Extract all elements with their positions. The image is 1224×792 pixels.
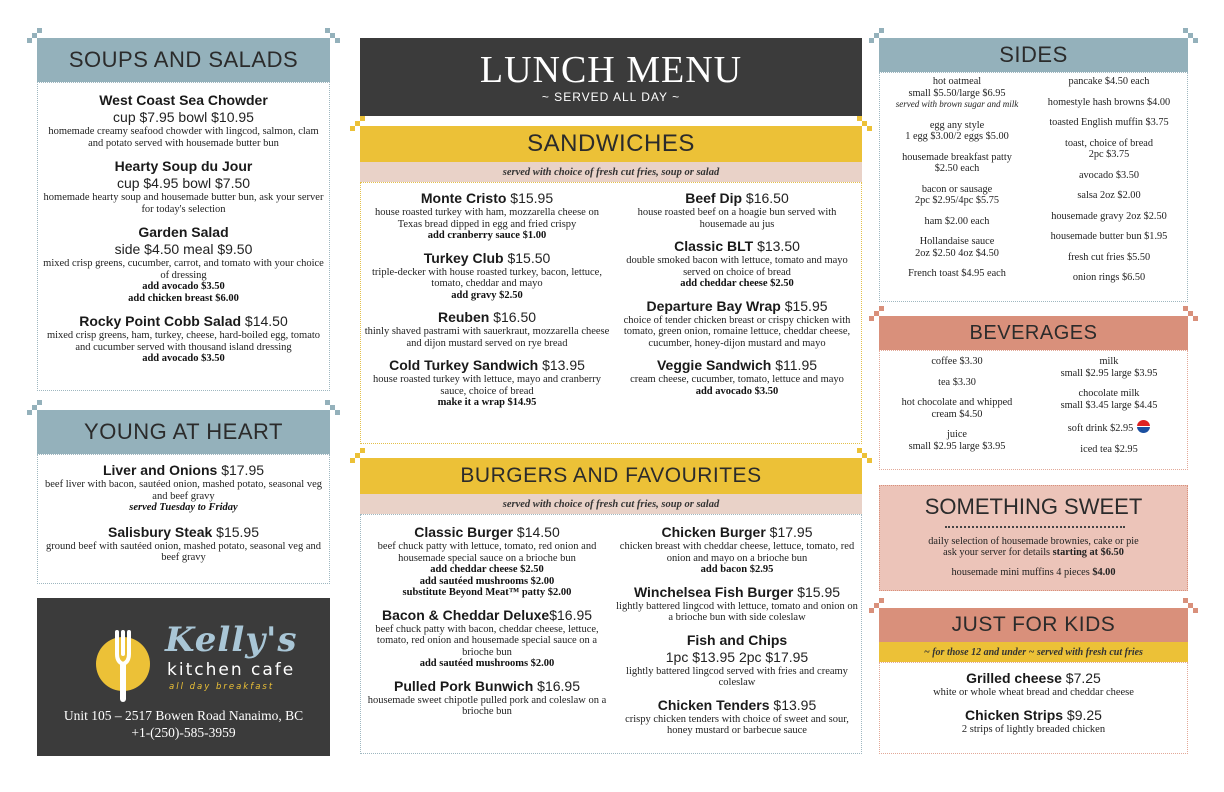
item-name: Grilled cheese (966, 670, 1062, 686)
side-item (1032, 138, 1186, 161)
item-description: cream cheese, cucumber, tomato, lettuce and mayo (630, 374, 844, 385)
item-name: Chicken Tenders (657, 696, 770, 713)
menu-item (42, 524, 325, 564)
kids-items (884, 670, 1183, 743)
item-addon: add bacon $2.95 (700, 564, 774, 575)
pixel-decoration (1183, 598, 1188, 603)
item-prices: cup $4.95 bowl $7.50 (116, 175, 251, 191)
side-item (1032, 420, 1186, 435)
item-name: Garden Salad (138, 224, 229, 240)
burgers-banner (360, 458, 862, 494)
item-addon: add sautéed mushrooms $2.00 (419, 575, 555, 587)
side-line: iced tea $2.95 (1080, 443, 1138, 455)
sides-right (1032, 76, 1186, 293)
side-line: small $5.50/large $6.95 (908, 87, 1006, 99)
item-description: lightly battered lingcod with lettuce, tomato and onion on a brioche bun with side coleslaw (616, 600, 858, 623)
item-description: ground beef with sautéed onion, mashed potato, seasonal veg and beef gravy (46, 540, 321, 563)
pixel-decoration (335, 38, 340, 43)
item-note: served Tuesday to Friday (129, 502, 238, 513)
beverages-title: BEVERAGES (969, 321, 1098, 344)
pixel-decoration (879, 598, 884, 603)
item-heading (364, 524, 610, 541)
pixel-decoration (325, 400, 330, 405)
item-name: Reuben (437, 309, 490, 325)
side-item (882, 268, 1032, 280)
item-price: $13.95 (538, 357, 585, 373)
item-name: Liver and Onions (102, 462, 218, 478)
pixel-decoration (355, 121, 360, 126)
pixel-decoration (857, 448, 862, 453)
side-item (1032, 272, 1186, 284)
pixel-decoration (32, 33, 37, 38)
item-description: house roasted turkey with ham, mozzarella cheese on Texas bread dipped in egg and fried crispy (375, 207, 599, 230)
menu-item (364, 678, 610, 718)
side-item (1032, 117, 1186, 129)
item-price: $7.25 (1061, 670, 1101, 686)
young-items (42, 462, 325, 574)
menu-item (614, 584, 860, 624)
item-heading (364, 190, 610, 207)
item-heading (884, 707, 1183, 724)
menu-item (42, 224, 325, 304)
beverages-banner (879, 316, 1188, 350)
item-heading (614, 238, 860, 255)
pixel-decoration (1183, 306, 1188, 311)
pixel-decoration (355, 453, 360, 458)
pixel-decoration (1193, 38, 1198, 43)
item-price: $13.50 (753, 238, 800, 254)
pixel-decoration (869, 316, 874, 321)
item-price: $15.50 (503, 249, 551, 266)
fork-logo-icon (93, 624, 153, 704)
item-description: double smoked bacon with lettuce, tomato and mayo served on choice of bread (626, 255, 848, 278)
pixel-decoration (350, 458, 355, 463)
item-price: $11.95 (771, 357, 818, 373)
sweet-title: SOMETHING SWEET (924, 494, 1143, 519)
sandwiches-left (364, 190, 610, 417)
item-addon: add avocado $3.50 (695, 385, 779, 397)
pixel-decoration (869, 38, 874, 43)
side-line: $2.50 each (934, 163, 980, 174)
sides-title: SIDES (999, 42, 1068, 67)
item-name: Pulled Pork Bunwich (394, 677, 534, 694)
item-description: homemade hearty soup and housemade butter bun, ask your server for today's selection (43, 192, 324, 215)
sweet-line3: housemade mini muffins 4 pieces $4.00 (951, 567, 1116, 578)
side-line: small $2.95 large $3.95 (1060, 367, 1158, 379)
sweet-line1: daily selection of housemade brownies, cake or pie (928, 536, 1139, 547)
item-addon: add cheddar cheese $2.50 (680, 278, 794, 289)
side-line: toast, choice of bread (1064, 137, 1154, 149)
item-price: $16.95 (533, 677, 580, 694)
sides-left (882, 76, 1032, 289)
side-line: 2oz $2.50 4oz $4.50 (915, 247, 999, 259)
side-item (882, 397, 1032, 420)
burgers-left (364, 524, 610, 726)
menu-item (884, 670, 1183, 699)
item-name: Hearty Soup du Jour (114, 158, 253, 174)
item-description: beef chuck patty with bacon, cheddar cheese, lettuce, tomato, red onion and housemade special sauce on a brioche bun (375, 623, 599, 658)
side-item (882, 216, 1032, 228)
menu-item (364, 524, 610, 599)
sweet-divider (945, 526, 1125, 528)
side-item (1032, 231, 1186, 243)
side-item (1032, 388, 1186, 411)
item-description: house roasted turkey with lettuce, mayo and cranberry sauce, choice of bread (372, 374, 601, 397)
side-item (882, 152, 1032, 175)
soda-logo-icon (1137, 420, 1150, 433)
menu-item (42, 92, 325, 149)
item-description: white or whole wheat bread and cheddar cheese (933, 687, 1134, 698)
address: Unit 105 – 2517 Bowen Road Nanaimo, BC (63, 708, 304, 723)
item-name: Classic BLT (674, 238, 754, 254)
side-item (1032, 211, 1186, 223)
menu-subtitle: ~ SERVED ALL DAY ~ (541, 90, 681, 104)
pixel-decoration (857, 116, 862, 121)
sandwiches-banner (360, 126, 862, 162)
item-heading (364, 678, 610, 695)
side-line: bacon or sausage (921, 183, 993, 195)
item-price: $15.95 (506, 190, 554, 206)
side-line: ham $2.00 each (924, 215, 990, 227)
beverages-right (1032, 356, 1186, 464)
item-heading (884, 670, 1183, 687)
side-line: hot chocolate and whipped (901, 397, 1013, 408)
pixel-decoration (27, 410, 32, 415)
menu-item (364, 607, 610, 670)
item-heading (614, 632, 860, 649)
kids-banner (879, 608, 1188, 642)
side-line: salsa 2oz $2.00 (1077, 190, 1141, 201)
soups-banner (37, 38, 330, 82)
side-line: onion rings $6.50 (1072, 272, 1146, 283)
side-note: served with brown sugar and milk (895, 99, 1019, 109)
burgers-right (614, 524, 860, 745)
side-item (1032, 76, 1186, 88)
side-item (882, 120, 1032, 143)
item-name: Turkey Club (423, 249, 504, 266)
menu-item (614, 298, 860, 350)
menu-item (614, 190, 860, 230)
menu-item (614, 524, 860, 576)
side-line: housemade breakfast patty (902, 151, 1012, 163)
item-addon: add cheddar cheese $2.50 (430, 564, 544, 575)
item-name: Chicken Burger (661, 524, 766, 540)
side-item (882, 76, 1032, 111)
side-item (1032, 97, 1186, 109)
item-description: beef chuck patty with lettuce, tomato, red onion and housemade special sauce on a brioche bun (377, 541, 597, 564)
side-item (1032, 444, 1186, 456)
side-line: small $3.45 large $4.45 (1060, 399, 1158, 411)
pixel-decoration (37, 28, 42, 33)
item-heading (614, 190, 860, 207)
soups-title: SOUPS AND SALADS (68, 47, 299, 72)
young-title: YOUNG AT HEART (84, 419, 283, 444)
side-line: French toast $4.95 each (908, 268, 1006, 279)
side-line: 2pc $3.75 (1088, 149, 1130, 160)
item-price: $17.95 (765, 524, 813, 540)
pixel-decoration (874, 311, 879, 316)
side-item (1032, 252, 1186, 264)
pixel-decoration (360, 116, 365, 121)
menu-item (364, 190, 610, 242)
item-price: $14.50 (513, 524, 560, 540)
item-heading (364, 357, 610, 374)
item-addon: add sautéed mushrooms $2.00 (419, 658, 555, 669)
sweet-line2: ask your server for details starting at $6.50 (943, 547, 1124, 558)
side-line: toasted English muffin $3.75 (1049, 117, 1169, 128)
logo-tagline: all day breakfast (169, 682, 275, 692)
side-line: juice (946, 429, 967, 440)
side-line: pancake $4.50 each (1068, 76, 1150, 87)
item-price: $13.95 (769, 696, 817, 713)
item-addon: make it a wrap $14.95 (437, 397, 537, 408)
logo-brand: Kelly's (165, 620, 298, 660)
pixel-decoration (874, 33, 879, 38)
item-heading (614, 357, 860, 374)
item-description: housemade sweet chipotle pulled pork and coleslaw on a brioche bun (367, 694, 607, 717)
pixel-decoration (874, 603, 879, 608)
item-price: $15.95 (793, 583, 841, 600)
item-description: 2 strips of lightly breaded chicken (961, 723, 1106, 735)
side-item (882, 356, 1032, 368)
header-banner (360, 38, 862, 116)
side-line: soft drink $2.95 (1067, 423, 1134, 434)
item-name: Rocky Point Cobb Salad (79, 313, 242, 329)
side-line: small $2.95 large $3.95 (908, 440, 1006, 452)
item-heading (614, 584, 860, 601)
menu-item (42, 462, 325, 514)
item-name: Salisbury Steak (108, 523, 213, 540)
side-item (882, 184, 1032, 207)
pixel-decoration (32, 405, 37, 410)
side-item (1032, 170, 1186, 182)
side-line: housemade butter bun $1.95 (1050, 231, 1168, 242)
item-heading (364, 309, 610, 326)
side-line: hot oatmeal (932, 76, 982, 87)
side-line: chocolate milk (1078, 388, 1140, 399)
phone: +1-(250)-585-3959 (131, 725, 236, 740)
item-heading (42, 158, 325, 175)
side-line: milk (1099, 356, 1119, 367)
item-name: Beef Dip (685, 190, 743, 206)
side-line: housemade gravy 2oz $2.50 (1051, 210, 1167, 222)
sides-banner (879, 38, 1188, 72)
pixel-decoration (335, 410, 340, 415)
side-item (1032, 190, 1186, 202)
pixel-decoration (27, 38, 32, 43)
side-line: homestyle hash browns $4.00 (1047, 96, 1171, 108)
item-description: thinly shaved pastrami with sauerkraut, mozzarella cheese and dijon mustard served on rye bread (364, 326, 610, 349)
item-description: choice of tender chicken breast or crispy chicken with tomato, green onion, romaine lettuce, cheddar cheese, cucumber, honey-dijon mustard and mayo (623, 314, 851, 349)
item-name: West Coast Sea Chowder (99, 92, 268, 108)
pixel-decoration (1183, 28, 1188, 33)
menu-item (42, 158, 325, 215)
menu-item (614, 697, 860, 737)
item-name: Winchelsea Fish Burger (633, 583, 794, 600)
item-addon: add gravy $2.50 (451, 289, 523, 301)
item-addon: add avocado $3.50 (142, 353, 225, 364)
menu-item (614, 632, 860, 689)
item-heading (42, 524, 325, 541)
item-name: Chicken Strips (965, 706, 1064, 723)
item-description: chicken breast with cheddar cheese, lettuce, tomato, red onion and mayo on a brioche bun (619, 541, 855, 564)
item-addon: add cranberry sauce $1.00 (427, 230, 547, 241)
menu-item (614, 238, 860, 290)
side-item (882, 429, 1032, 452)
item-heading (42, 313, 325, 330)
item-description: homemade creamy seafood chowder with lingcod, salmon, clam and potato served with housemade butter bun (48, 126, 319, 149)
menu-item (42, 313, 325, 365)
pixel-decoration (1193, 316, 1198, 321)
side-line: tea $3.30 (938, 376, 976, 388)
item-description: triple-decker with house roasted turkey, bacon, lettuce, tomato, cheddar and mayo (372, 266, 602, 289)
side-line: 1 egg $3.00/2 eggs $5.00 (905, 131, 1009, 142)
item-name: Cold Turkey Sandwich (389, 357, 539, 373)
menu-title: LUNCH MENU (479, 49, 743, 91)
item-heading (364, 607, 610, 624)
item-addon: add avocado $3.50 (142, 281, 225, 292)
item-heading (364, 250, 610, 267)
item-name: Monte Cristo (420, 190, 507, 206)
item-description: mixed crisp greens, ham, turkey, cheese, hard-boiled egg, tomato and cucumber served with thousand island dressing (46, 330, 321, 353)
item-price: $15.95 (212, 523, 259, 540)
item-prices: side $4.50 meal $9.50 (114, 241, 253, 257)
item-description: beef liver with bacon, sautéed onion, mashed potato, seasonal veg and beef gravy (45, 479, 322, 502)
item-heading (614, 697, 860, 714)
item-price: $16.50 (742, 190, 789, 206)
item-description: lightly battered lingcod served with fries and creamy coleslaw (626, 665, 848, 688)
item-prices: cup $7.95 bowl $10.95 (113, 109, 254, 125)
item-price: $15.95 (780, 297, 828, 314)
side-item (1032, 356, 1186, 379)
sandwiches-title: SANDWICHES (527, 130, 695, 157)
item-heading (42, 224, 325, 241)
item-price: $17.95 (217, 462, 265, 478)
item-name: Departure Bay Wrap (646, 297, 781, 314)
menu-item (884, 707, 1183, 736)
soups-items (42, 92, 325, 374)
logo-sub: kitchen cafe (167, 660, 296, 680)
side-line: Hollandaise sauce (919, 236, 995, 247)
side-line: avocado $3.50 (1078, 169, 1140, 181)
item-addon: add chicken breast $6.00 (128, 292, 239, 304)
item-price: $16.95 (549, 606, 593, 623)
side-item (882, 236, 1032, 259)
item-heading (614, 524, 860, 541)
pixel-decoration (879, 28, 884, 33)
item-price: $9.25 (1063, 706, 1102, 723)
item-description: house roasted beef on a hoagie bun served with housemade au jus (637, 207, 837, 230)
side-line: fresh cut fries $5.50 (1067, 251, 1151, 263)
side-line: egg any style (929, 119, 985, 131)
kids-title: JUST FOR KIDS (951, 613, 1116, 636)
menu-item (364, 250, 610, 302)
pixel-decoration (350, 126, 355, 131)
young-banner (37, 410, 330, 454)
menu-item (614, 357, 860, 397)
item-description: mixed crisp greens, cucumber, carrot, and tomato with your choice of dressing (43, 258, 324, 281)
side-line: coffee $3.30 (931, 356, 983, 367)
item-name: Veggie Sandwich (656, 357, 772, 373)
item-heading (614, 298, 860, 315)
menu-item (364, 357, 610, 409)
item-price: $16.50 (489, 309, 537, 325)
kids-note: ~ for those 12 and under ~ served with fresh cut fries (879, 642, 1188, 662)
side-item (882, 377, 1032, 389)
pixel-decoration (325, 28, 330, 33)
item-name: Classic Burger (414, 524, 514, 540)
logo-block (37, 598, 330, 756)
pixel-decoration (37, 400, 42, 405)
pixel-decoration (879, 306, 884, 311)
pixel-decoration (1193, 608, 1198, 613)
item-heading (42, 92, 325, 109)
burgers-title: BURGERS AND FAVOURITES (460, 464, 762, 487)
item-price: $14.50 (241, 313, 288, 329)
side-line: cream $4.50 (931, 408, 983, 420)
burgers-note: served with choice of fresh cut fries, soup or salad (360, 494, 862, 514)
menu-item (364, 309, 610, 349)
beverages-left (882, 356, 1032, 461)
pixel-decoration (360, 448, 365, 453)
item-name: Fish and Chips (686, 631, 788, 648)
item-description: crispy chicken tenders with choice of sweet and sour, honey mustard or barbecue sauce (625, 713, 849, 736)
sandwiches-note: served with choice of fresh cut fries, soup or salad (360, 162, 862, 182)
item-heading (42, 462, 325, 479)
item-name: Bacon & Cheddar Deluxe (381, 606, 550, 623)
side-line: 2pc $2.95/4pc $5.75 (914, 195, 1000, 206)
pixel-decoration (867, 458, 872, 463)
sandwiches-right (614, 190, 860, 405)
pixel-decoration (869, 608, 874, 613)
pixel-decoration (867, 126, 872, 131)
item-prices: 1pc $13.95 2pc $17.95 (665, 648, 809, 665)
item-addon: substitute Beyond Meat™ patty $2.00 (402, 587, 572, 598)
